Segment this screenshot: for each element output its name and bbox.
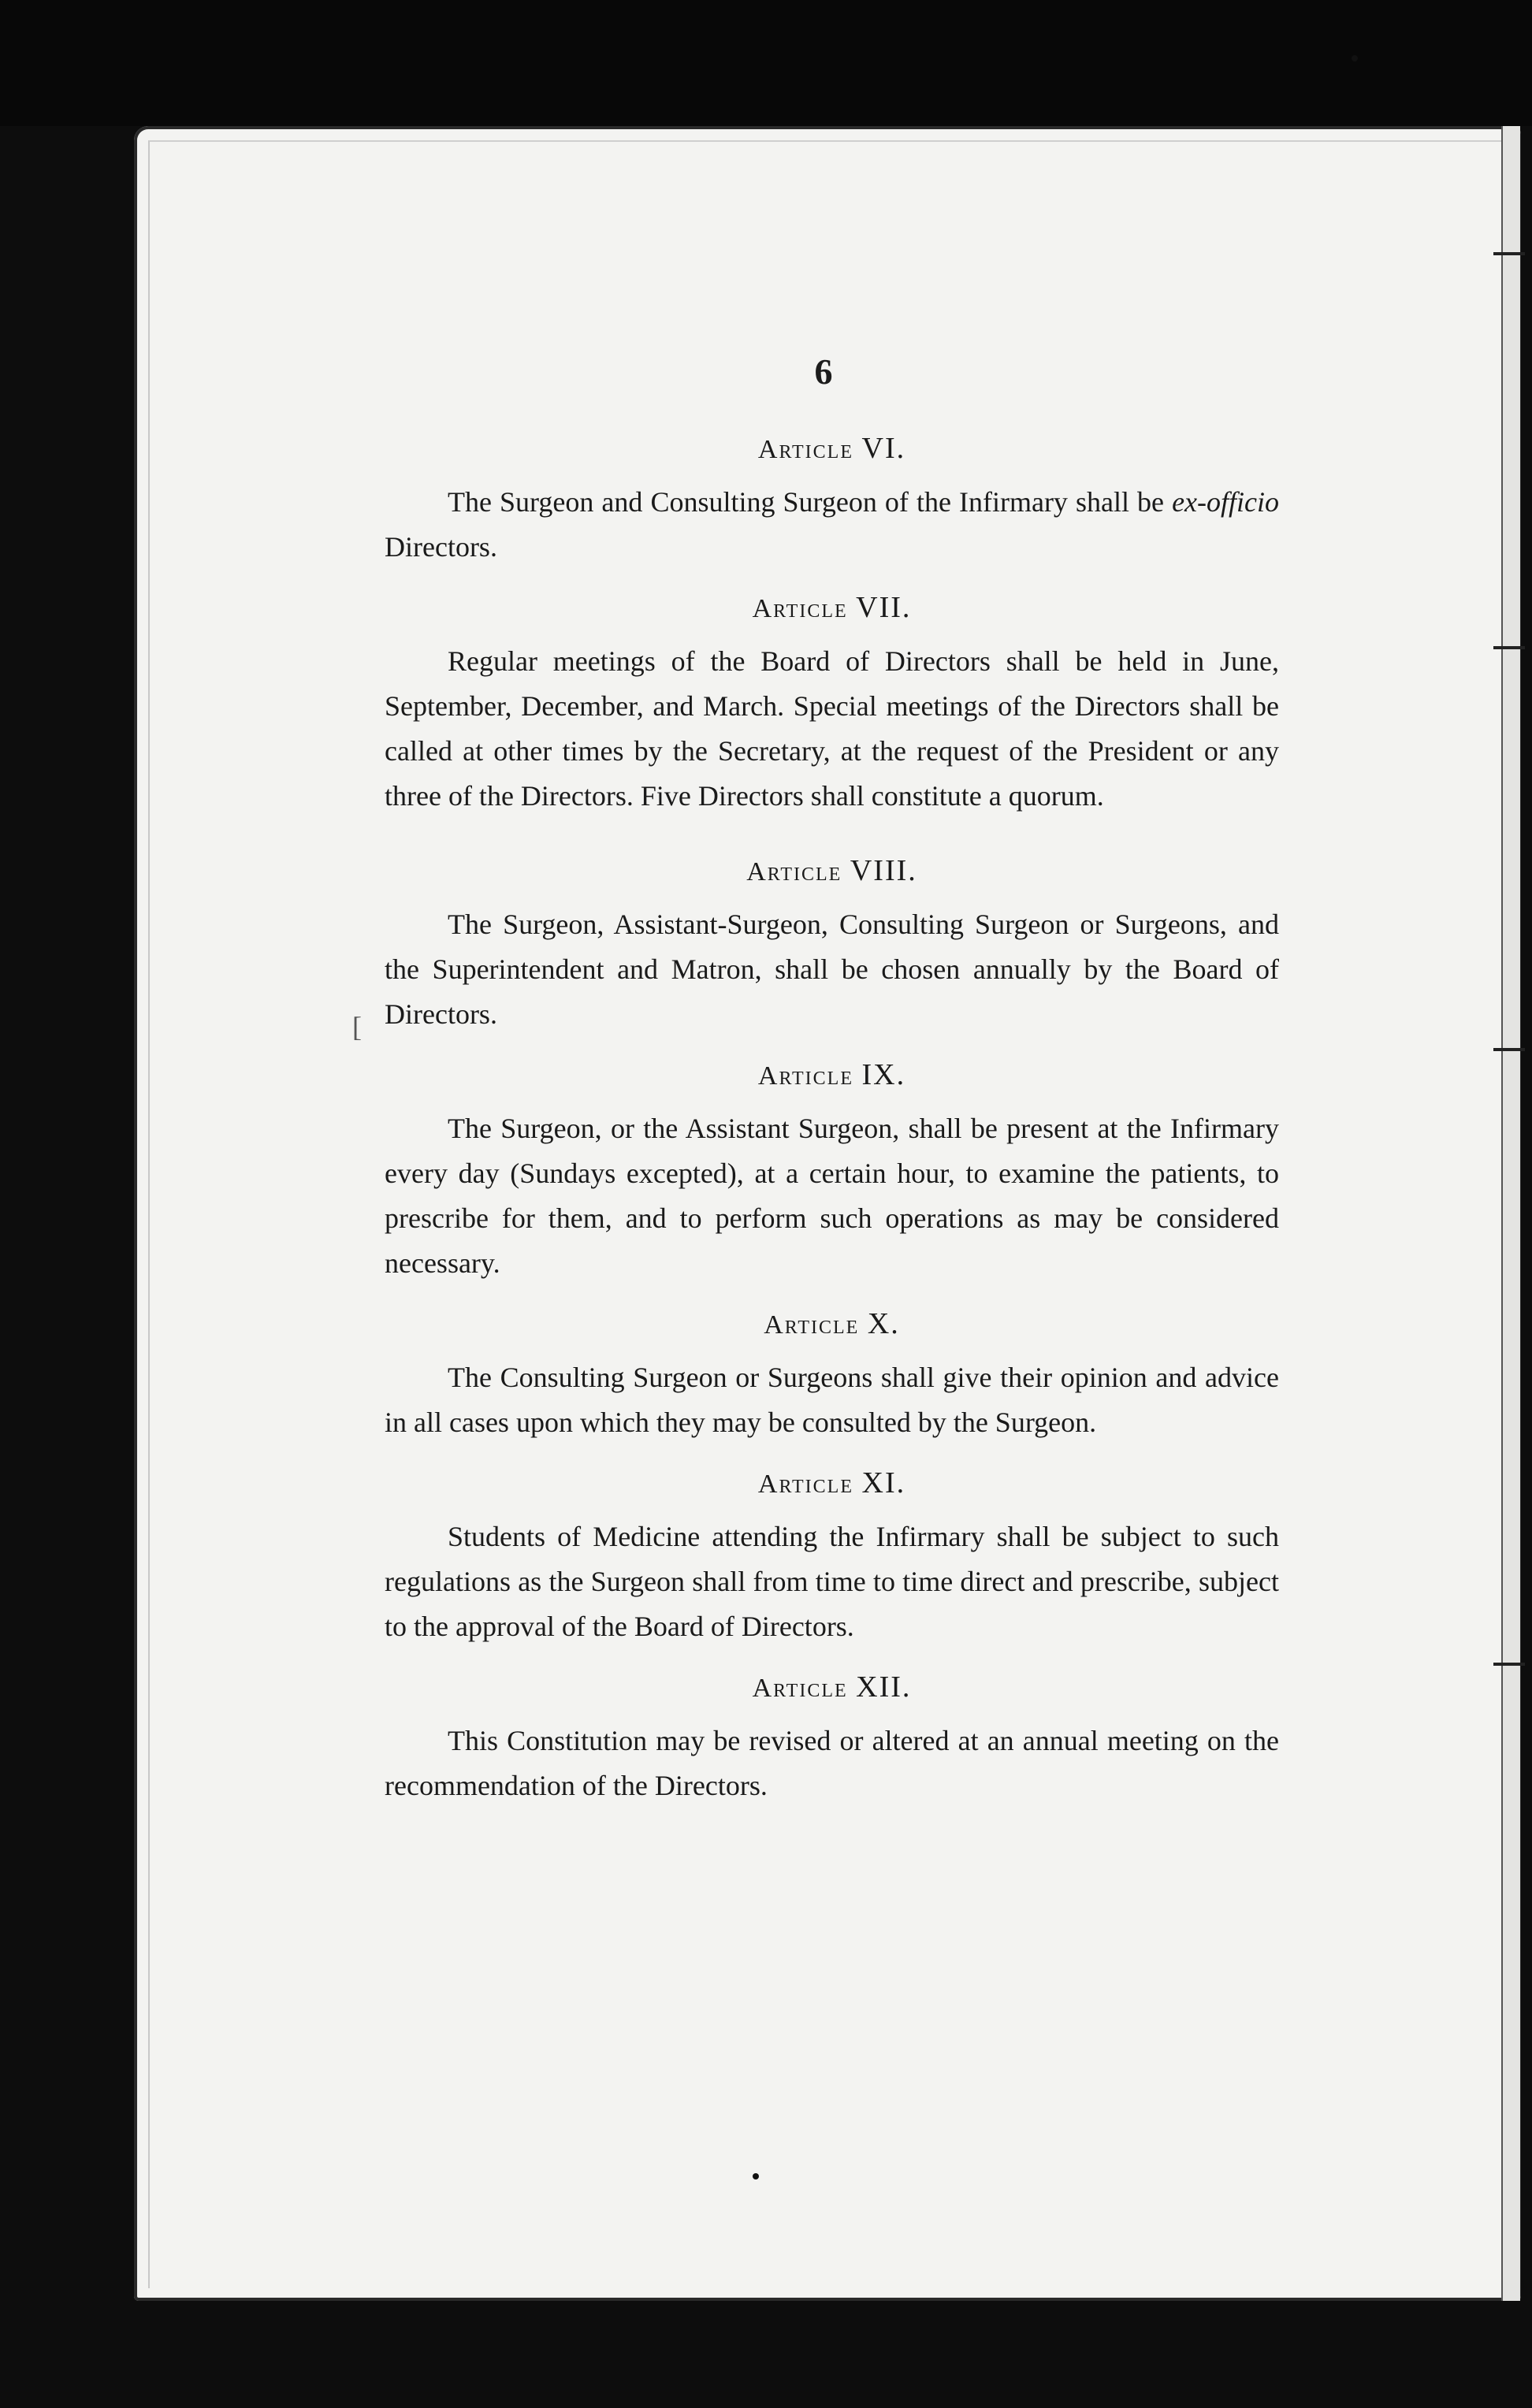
article-9 [385,1056,1279,1286]
page-content [385,429,1279,1827]
article-label: Article [746,857,842,886]
article-heading [385,852,1279,891]
article-text: The Surgeon and Consulting Surgeon of the Infirmary shall be [448,486,1173,518]
edge-tick [1493,1048,1525,1051]
article-heading [385,1668,1279,1708]
page-right-edge [1501,126,1520,2301]
article-heading [385,589,1279,628]
page-number: 6 [814,351,833,392]
article-body: Students of Medicine attending the Infirmary shall be subject to such regulations as the Surgeon shall from time to time direct and prescribe, subject to the approval of the Board of Directors. [385,1521,1279,1642]
article-7 [385,589,1279,819]
article-numeral: VIII. [850,854,917,887]
article-8 [385,852,1279,1037]
article-label: Article [757,435,853,464]
article-heading [385,1305,1279,1344]
article-heading [385,1464,1279,1503]
edge-tick [1493,1663,1525,1666]
article-text-italic: ex-officio [1172,486,1279,518]
article-numeral: XI. [861,1466,906,1499]
article-6 [385,429,1279,570]
article-label: Article [752,594,848,623]
article-numeral: XII. [856,1670,912,1704]
scan-background-top [0,0,1532,126]
article-heading [385,429,1279,469]
article-body: The Surgeon, or the Assistant Surgeon, shall be present at the Infirmary every day (Sundays excepted), at a certain hour, to examine the patients, to prescribe for them, and to perform such operations as may be considered necessary. [385,1113,1279,1279]
article-body: Regular meetings of the Board of Directors shall be held in June, September, December, and March. Special meetings of the Directors shall be called at other times by the Secretary, at the request of the President or any three of the Directors. Five Directors shall constitute a quorum. [385,645,1279,812]
ink-speck [1352,55,1358,61]
article-numeral: VII. [856,591,912,624]
article-heading [385,1056,1279,1095]
margin-bracket-mark: [ [352,1011,362,1042]
article-12 [385,1668,1279,1808]
edge-tick [1493,646,1525,649]
article-label: Article [757,1470,853,1499]
article-numeral: IX. [861,1058,906,1091]
ink-speck [753,2173,759,2179]
edge-tick [1493,252,1525,255]
article-body: This Constitution may be revised or altered at an annual meeting on the recommendation of the Directors. [385,1725,1279,1801]
article-text: Directors. [385,531,497,563]
article-body: The Surgeon, Assistant-Surgeon, Consulting Surgeon or Surgeons, and the Superintendent and Matron, shall be chosen annually by the Board of Directors. [385,909,1279,1030]
article-label: Article [752,1674,848,1703]
article-label: Article [764,1310,860,1340]
article-numeral: VI. [861,432,906,465]
article-10 [385,1305,1279,1445]
article-body [385,480,1279,570]
article-body: The Consulting Surgeon or Surgeons shall give their opinion and advice in all cases upon which they may be consulted by the Surgeon. [385,1362,1279,1438]
article-11 [385,1464,1279,1649]
article-label: Article [757,1061,853,1091]
article-numeral: X. [867,1307,900,1340]
